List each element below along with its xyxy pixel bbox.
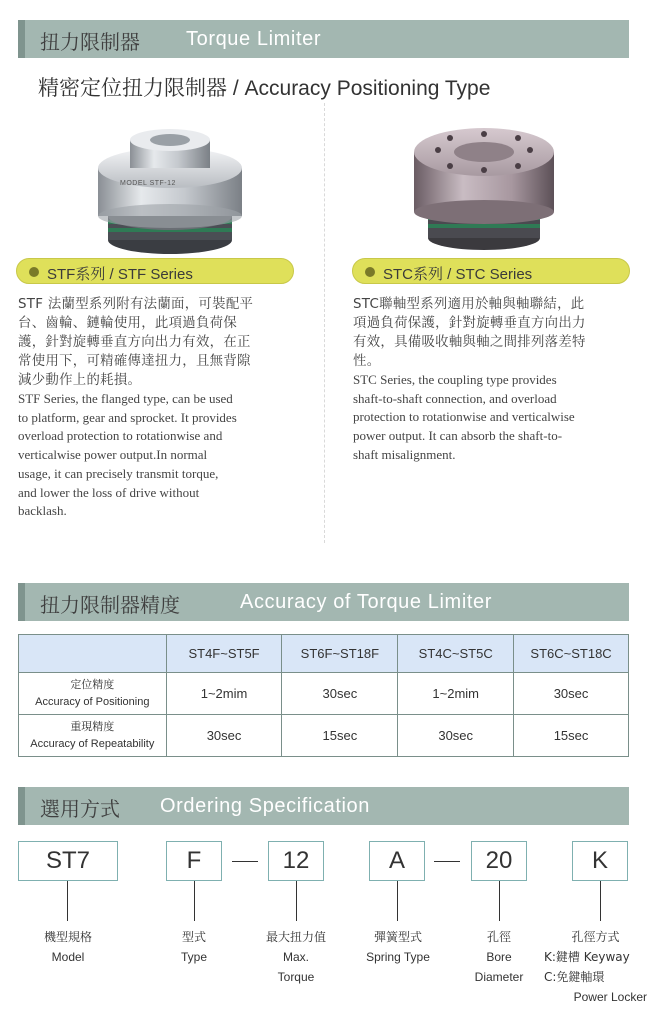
stf-model-engraving: MODEL STF-12 — [120, 180, 176, 187]
table-cell: 30sec — [398, 715, 514, 757]
label-line: Torque — [277, 970, 315, 984]
code-box-bore: 20 — [471, 841, 527, 881]
code-dash — [434, 861, 460, 862]
table-cell: 30sec — [166, 715, 282, 757]
row-label-zh: 重現精度 — [70, 720, 115, 733]
stf-series-badge — [16, 258, 294, 284]
section-header-accuracy — [18, 583, 629, 621]
table-cell: 15sec — [282, 715, 398, 757]
table-row — [19, 715, 629, 757]
text-line: protection to rotationwise and verticalwise — [353, 409, 575, 425]
code-connector-line — [499, 881, 500, 921]
table-header-row — [19, 635, 629, 673]
label-line: K:鍵槽 Keyway — [544, 950, 630, 964]
table-cell: 1~2mim — [166, 673, 282, 715]
stc-series-badge — [352, 258, 630, 284]
text-line: shaft misalignment. — [353, 446, 456, 462]
code-label-bore — [466, 927, 532, 987]
label-line: C:免鍵軸環 — [544, 970, 605, 984]
column-divider — [324, 103, 325, 543]
code-connector-line — [194, 881, 195, 921]
table-corner-cell — [19, 635, 167, 673]
text-line: STC Series, the coupling type provides — [353, 372, 557, 387]
row-label-en: Accuracy of Repeatability — [30, 737, 155, 750]
section-title-en: Torque Limiter — [186, 28, 322, 50]
code-box-keyway: K — [572, 841, 628, 881]
label-line: 孔徑 — [486, 930, 511, 944]
text-line: STF 法蘭型系列附有法蘭面，可裝配平 — [18, 297, 254, 312]
stc-series-label: STC系列 / STC Series — [383, 266, 533, 283]
code-label-model — [30, 927, 106, 967]
code-connector-line — [67, 881, 68, 921]
text-line: usage, it can precisely transmit torque, — [18, 465, 219, 481]
table-cell: 30sec — [514, 673, 629, 715]
code-box-torque: 12 — [268, 841, 324, 881]
table-row-header — [19, 673, 167, 715]
code-connector-line — [296, 881, 297, 921]
text-line: to platform, gear and sprocket. It provides — [18, 409, 237, 425]
accuracy-table — [18, 634, 629, 757]
stf-desc-zh — [18, 295, 310, 390]
text-line: 有效，具備吸收軸與軸之間排列落差特 — [353, 335, 586, 350]
label-line: 機型規格 — [43, 930, 92, 944]
section-header-torque-limiter — [18, 20, 629, 58]
stf-series-label: STF系列 / STF Series — [47, 266, 193, 283]
bullet-icon — [365, 267, 375, 277]
stc-product-image — [410, 110, 558, 260]
label-line: Diameter — [474, 970, 524, 984]
section-title-zh: 扭力限制器精度 — [40, 593, 180, 617]
table-column-header: ST6F~ST18F — [282, 635, 398, 673]
section-title-en: Ordering Specification — [160, 795, 370, 817]
stf-desc-en — [18, 390, 310, 521]
text-line: power output. It can absorb the shaft-to- — [353, 428, 563, 444]
table-cell: 1~2mim — [398, 673, 514, 715]
label-line: 型式 — [181, 930, 206, 944]
table-cell: 30sec — [282, 673, 398, 715]
table-column-header: ST4F~ST5F — [166, 635, 282, 673]
section-title-en: Accuracy of Torque Limiter — [240, 591, 492, 613]
text-line: 護，針對旋轉垂直方向出力有效，在正 — [18, 335, 251, 350]
stf-description — [18, 295, 310, 521]
text-line: 項過負荷保護，針對旋轉垂直方向出力 — [353, 316, 586, 331]
text-line: 台、齒輪、鏈輪使用，此項過負荷保 — [18, 316, 238, 331]
section-title-zh: 扭力限制器 — [40, 30, 140, 54]
code-label-spring — [360, 927, 436, 967]
table-row — [19, 673, 629, 715]
label-line: Power Locker — [573, 990, 647, 1004]
stc-desc-en — [353, 371, 631, 465]
row-label-en: Accuracy of Positioning — [35, 695, 150, 708]
label-line: Max. — [282, 950, 309, 964]
page-subtitle: 精密定位扭力限制器 / Accuracy Positioning Type — [38, 77, 491, 100]
text-line: shaft-to-shaft connection, and overload — [353, 390, 557, 406]
text-line: STC聯軸型系列適用於軸與軸聯結，此 — [353, 297, 585, 312]
table-row-header — [19, 715, 167, 757]
code-box-spring: A — [369, 841, 425, 881]
stf-product-image — [90, 120, 250, 262]
label-line: Type — [180, 950, 207, 964]
table-column-header: ST6C~ST18C — [514, 635, 629, 673]
text-line: and lower the loss of drive without — [18, 484, 200, 500]
table-cell: 15sec — [514, 715, 629, 757]
stc-description — [353, 295, 631, 465]
text-line: overload protection to rotationwise and — [18, 428, 223, 444]
code-connector-line — [600, 881, 601, 921]
row-label-zh: 定位精度 — [70, 678, 115, 691]
label-line: Bore — [486, 950, 512, 964]
text-line: verticalwise power output.In normal — [18, 447, 208, 463]
code-box-type: F — [166, 841, 222, 881]
label-line: Spring Type — [366, 950, 430, 964]
label-line: 彈簧型式 — [373, 930, 422, 944]
section-header-ordering — [18, 787, 629, 825]
code-label-keyway — [544, 927, 647, 1007]
text-line: 性。 — [353, 354, 381, 369]
stc-desc-zh — [353, 295, 631, 371]
label-line: 最大扭力值 — [265, 930, 326, 944]
text-line: 減少動作上的耗損。 — [18, 373, 142, 388]
code-box-model: ST7 — [18, 841, 118, 881]
section-title-zh: 選用方式 — [40, 797, 120, 821]
table-column-header: ST4C~ST5C — [398, 635, 514, 673]
bullet-icon — [29, 267, 39, 277]
code-label-torque — [254, 927, 338, 987]
code-connector-line — [397, 881, 398, 921]
label-line: Model — [51, 950, 85, 964]
code-label-type — [164, 927, 224, 967]
label-line: 孔徑方式 — [571, 930, 620, 944]
code-dash — [232, 861, 258, 862]
text-line: STF Series, the flanged type, can be used — [18, 391, 233, 406]
text-line: backlash. — [18, 503, 67, 519]
text-line: 常使用下，可精確傳達扭力，且無背隙 — [18, 354, 251, 369]
